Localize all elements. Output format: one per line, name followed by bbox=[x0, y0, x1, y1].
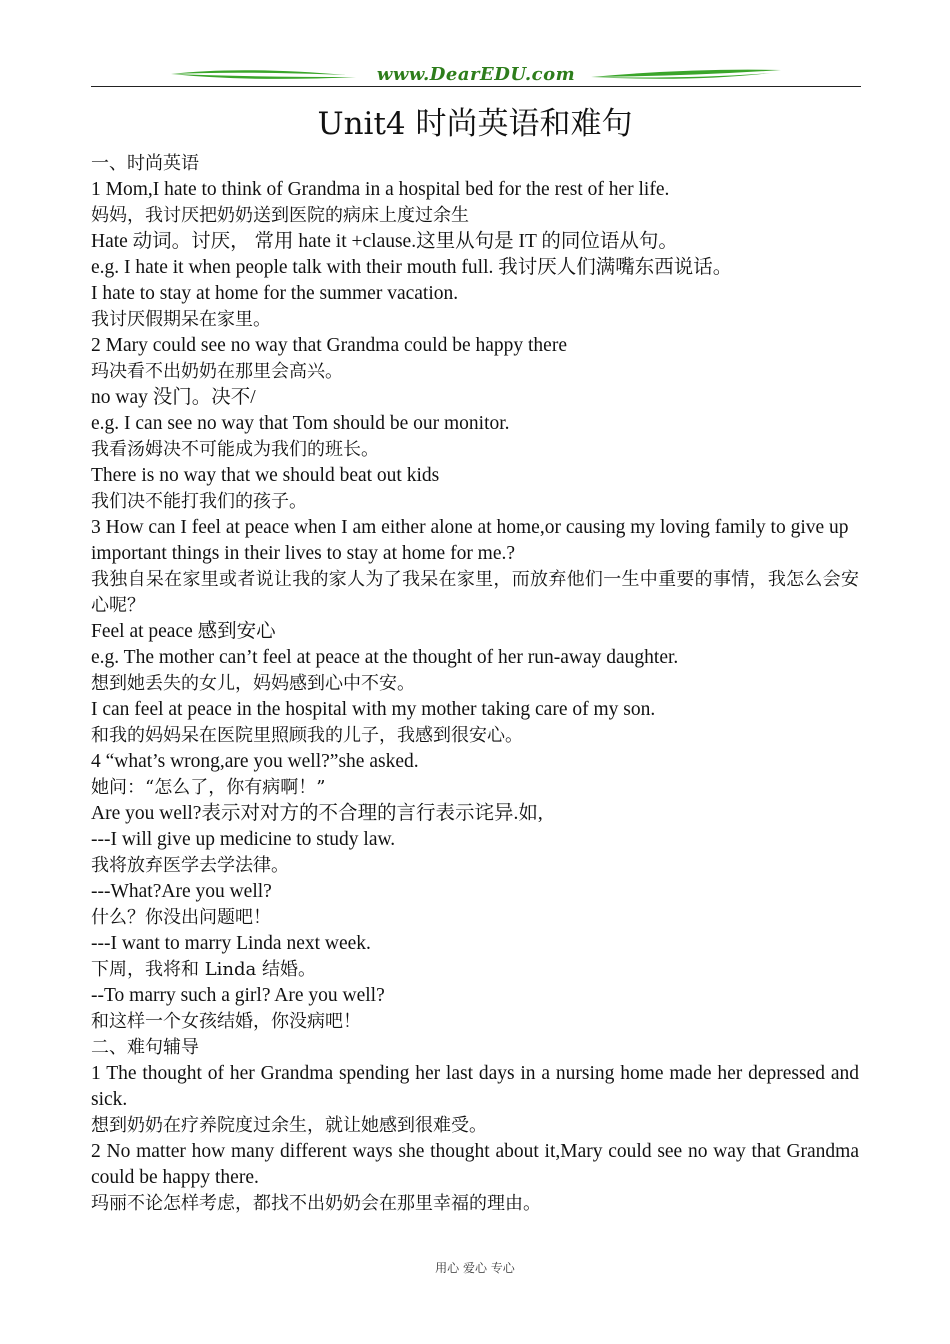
text-line: ---I will give up medicine to study law. bbox=[91, 829, 396, 850]
text-line: 1 The thought of her Grandma spending her last days in a nursing home made her depressed and sick. bbox=[91, 1063, 859, 1110]
text-line: e.g. I hate it when people talk with their mouth full. 我讨厌人们满嘴东西说话。 bbox=[91, 257, 733, 278]
text-line: 玛丽不论怎样考虑，都找不出奶奶会在那里幸福的理由。 bbox=[91, 1193, 541, 1214]
text-line: I hate to stay at home for the summer vacation. bbox=[91, 283, 459, 304]
text-line: Feel at peace 感到安心 bbox=[91, 621, 276, 642]
text-line: ---I want to marry Linda next week. bbox=[91, 933, 371, 954]
site-logo: www.DearEDU.com bbox=[376, 64, 576, 85]
text-line: 下周，我将和 Linda 结婚。 bbox=[91, 959, 316, 980]
text-line: 我讨厌假期呆在家里。 bbox=[91, 309, 271, 330]
text-line: 我看汤姆决不可能成为我们的班长。 bbox=[91, 439, 379, 460]
section-heading: 一、时尚英语 bbox=[91, 153, 199, 174]
text-line: 3 How can I feel at peace when I am either alone at home,or causing my loving family to give up bbox=[91, 517, 849, 538]
text-line: 我们决不能打我们的孩子。 bbox=[91, 491, 307, 512]
text-line: 什么？你没出问题吧！ bbox=[91, 907, 271, 928]
text-line: 她问：“怎么了，你有病啊！” bbox=[91, 777, 326, 798]
text-line: 想到奶奶在疗养院度过余生，就让她感到很难受。 bbox=[91, 1115, 487, 1136]
header-divider bbox=[91, 86, 861, 87]
text-line: --To marry such a girl? Are you well? bbox=[91, 985, 385, 1006]
section-heading: 二、难句辅导 bbox=[91, 1037, 199, 1058]
text-line: 4 “what’s wrong,are you well?”she asked. bbox=[91, 751, 419, 772]
text-line: 和这样一个女孩结婚，你没病吧！ bbox=[91, 1011, 361, 1032]
page-title: Unit4 时尚英语和难句 bbox=[317, 106, 633, 142]
page-header bbox=[91, 60, 861, 90]
document-body bbox=[91, 151, 859, 1217]
text-line: important things in their lives to stay at home for me.? bbox=[91, 543, 516, 564]
text-line: 2 Mary could see no way that Grandma could be happy there bbox=[91, 335, 567, 356]
text-line: There is no way that we should beat out kids bbox=[91, 465, 440, 486]
text-line: ---What?Are you well? bbox=[91, 881, 272, 902]
page-footer: 用心 爱心 专心 bbox=[435, 1261, 515, 1275]
text-line: I can feel at peace in the hospital with my mother taking care of my son. bbox=[91, 699, 656, 720]
text-line: 和我的妈妈呆在医院里照顾我的儿子，我感到很安心。 bbox=[91, 725, 523, 746]
text-line: 想到她丢失的女儿，妈妈感到心中不安。 bbox=[91, 673, 415, 694]
text-line: no way 没门。决不/ bbox=[91, 387, 256, 408]
text-line: e.g. The mother can’t feel at peace at the thought of her run-away daughter. bbox=[91, 647, 679, 668]
text-line: 我独自呆在家里或者说让我的家人为了我呆在家里，而放弃他们一生中重要的事情，我怎么会安心呢？ bbox=[91, 569, 859, 616]
text-line: Are you well?表示对对方的不合理的言行表示诧异.如, bbox=[91, 803, 543, 824]
text-line: 1 Mom,I hate to think of Grandma in a hospital bed for the rest of her life. bbox=[91, 179, 670, 200]
text-line: 妈妈，我讨厌把奶奶送到医院的病床上度过余生 bbox=[91, 205, 469, 226]
text-line: 2 No matter how many different ways she thought about it,Mary could see no way that Grandma could be happy there. bbox=[91, 1141, 859, 1188]
text-line: e.g. I can see no way that Tom should be our monitor. bbox=[91, 413, 510, 434]
text-line: Hate 动词。讨厌， 常用 hate it +clause.这里从句是 IT 的同位语从句。 bbox=[91, 231, 678, 252]
text-line: 我将放弃医学去学法律。 bbox=[91, 855, 289, 876]
text-line: 玛决看不出奶奶在那里会高兴。 bbox=[91, 361, 343, 382]
